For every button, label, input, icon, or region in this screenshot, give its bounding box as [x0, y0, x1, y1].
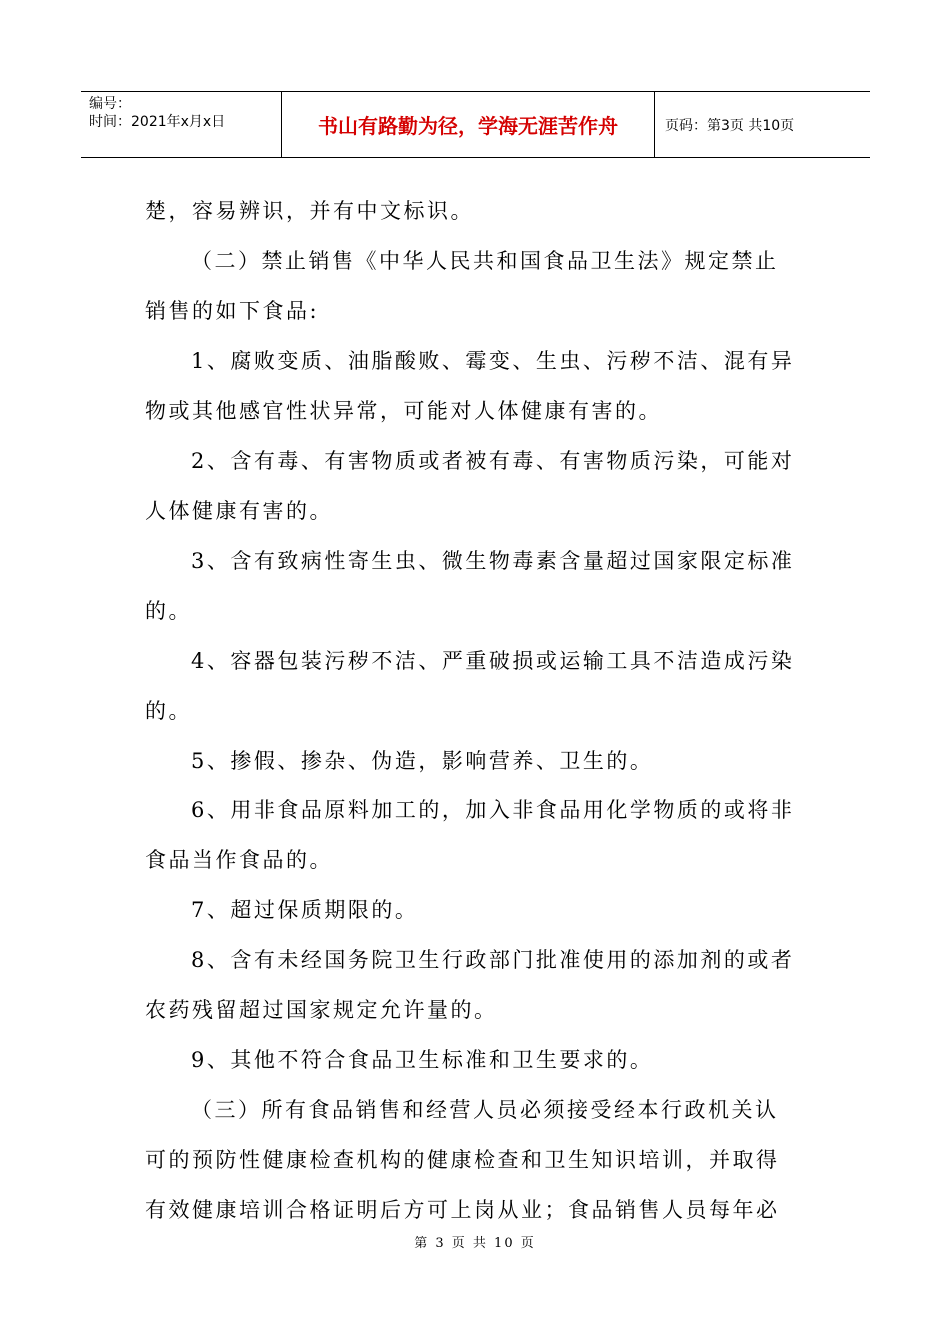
body-line: （二）禁止销售《中华人民共和国食品卫生法》规定禁止 [191, 249, 779, 273]
body-line: 的。 [145, 699, 192, 723]
header-page-cell [655, 92, 870, 157]
serial-label: 编号： [89, 96, 131, 112]
body-line: 销售的如下食品: [145, 299, 320, 323]
body-line: 9、其他不符合食品卫生标准和卫生要求的。 [191, 1048, 654, 1072]
body-line: 7、超过保质期限的。 [191, 898, 419, 922]
body-line: 人体健康有害的。 [145, 499, 333, 523]
body-line: 的。 [145, 599, 192, 623]
body-line: 5、掺假、掺杂、伪造，影响营养、卫生的。 [191, 749, 654, 773]
header-page-info: 页码：第3页 共10页 [665, 118, 795, 134]
body-line: 楚，容易辨识，并有中文标识。 [145, 199, 474, 223]
page-footer: 第 3 页 共 10 页 [414, 1236, 536, 1251]
body-line: 8、含有未经国务院卫生行政部门批准使用的添加剂的或者 [191, 948, 795, 972]
time-label: 时间：2021年x月x日 [89, 114, 226, 130]
motto: 书山有路勤为径，学海无涯苦作舟 [318, 114, 618, 138]
header-table [81, 91, 870, 158]
body-line: 1、腐败变质、油脂酸败、霉变、生虫、污秽不洁、混有异 [191, 349, 795, 373]
body-line: 物或其他感官性状异常，可能对人体健康有害的。 [145, 399, 662, 423]
body-line: 2、含有毒、有害物质或者被有毒、有害物质污染，可能对 [191, 449, 795, 473]
body-line: （三）所有食品销售和经营人员必须接受经本行政机关认 [191, 1098, 779, 1122]
body-line: 可的预防性健康检查机构的健康检查和卫生知识培训，并取得 [145, 1148, 780, 1172]
body-line: 农药残留超过国家规定允许量的。 [145, 998, 498, 1022]
header-motto-cell [282, 92, 655, 157]
body-line: 3、含有致病性寄生虫、微生物毒素含量超过国家限定标准 [191, 549, 795, 573]
body-line: 食品当作食品的。 [145, 848, 333, 872]
header-left-cell [81, 92, 282, 157]
body-line: 有效健康培训合格证明后方可上岗从业；食品销售人员每年必 [145, 1198, 780, 1222]
body-line: 6、用非食品原料加工的，加入非食品用化学物质的或将非 [191, 798, 795, 822]
body-line: 4、容器包装污秽不洁、严重破损或运输工具不洁造成污染 [191, 649, 795, 673]
